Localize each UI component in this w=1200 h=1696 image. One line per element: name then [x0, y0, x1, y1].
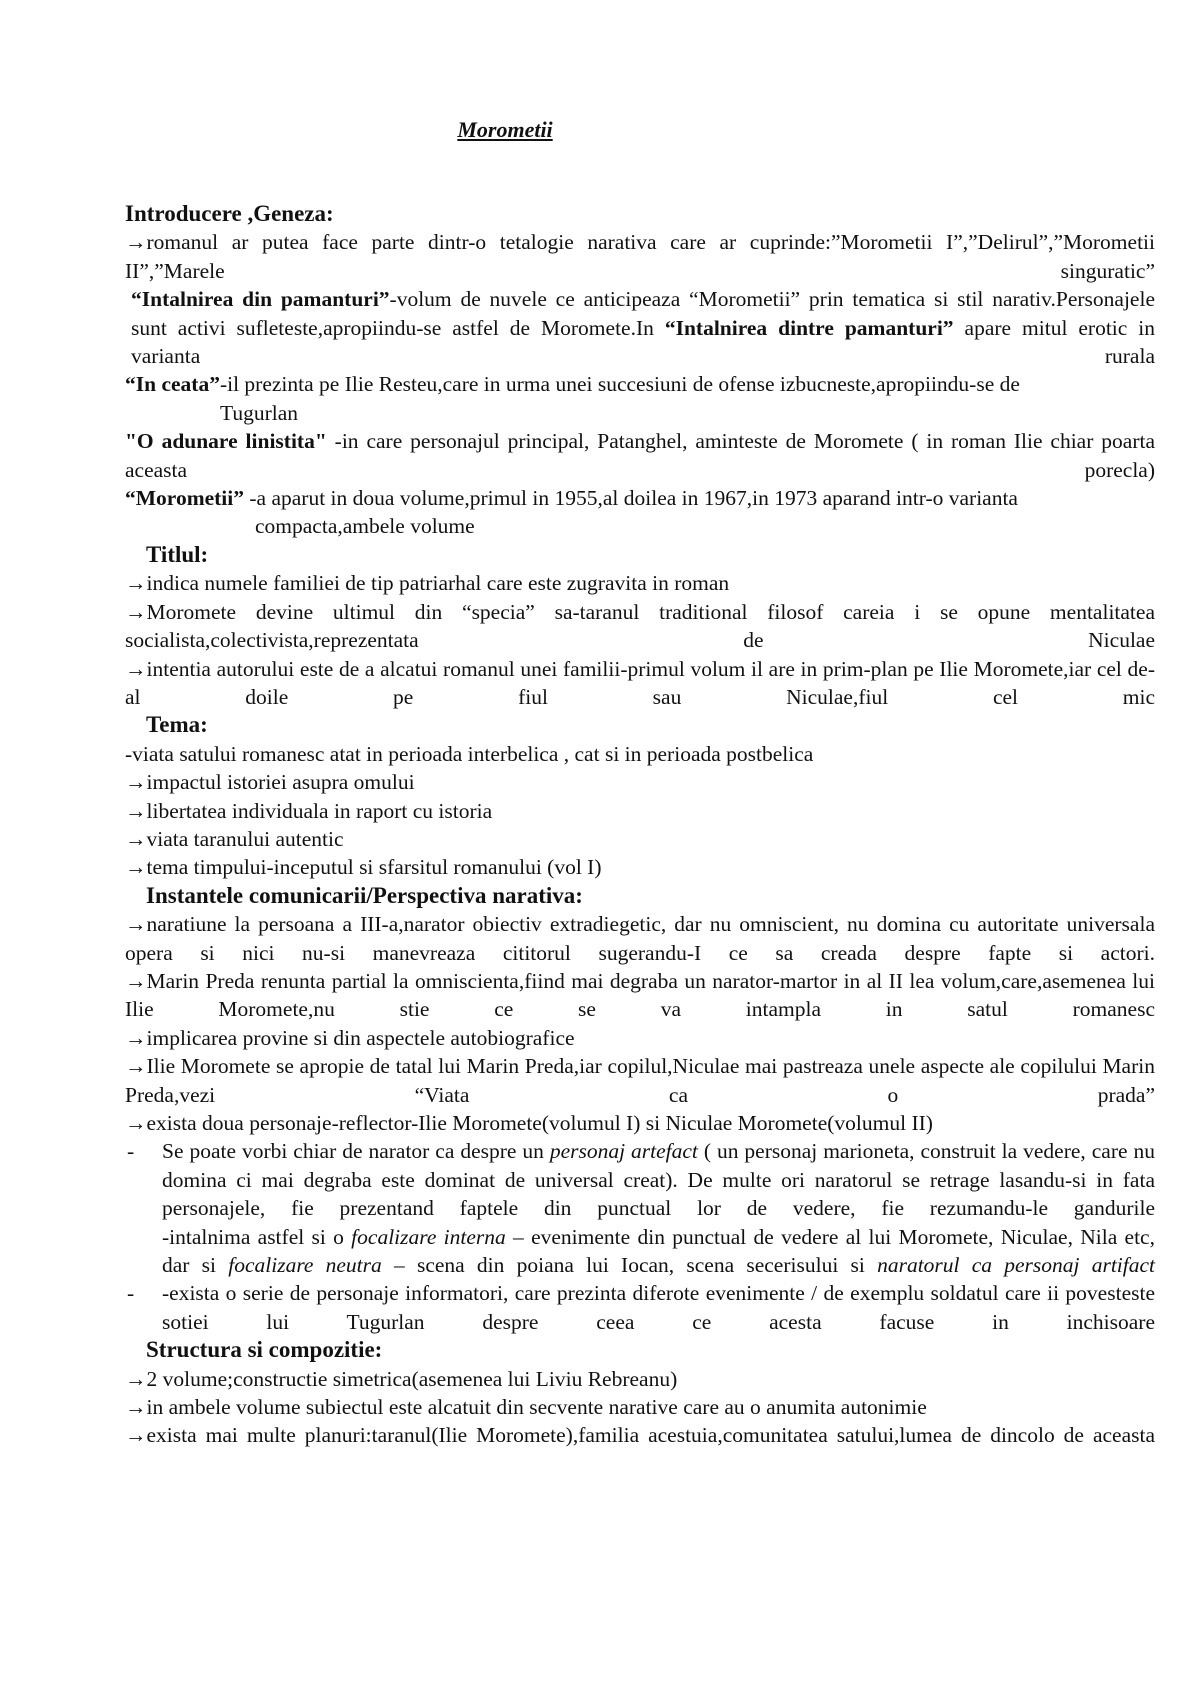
intro-paragraph-5	[125, 484, 1155, 512]
instantele-bullet-1	[125, 1137, 1155, 1222]
structura-line-2: →in ambele volume subiectul este alcatuit din secvente narative care au o anumita autonimie	[125, 1395, 927, 1420]
intro-p5-text: -a aparut in doua volume,primul in 1955,al doilea in 1967,in 1973 aparand intr-o varianta	[244, 486, 1018, 511]
bullet-1b-italic-3: naratorul ca personaj artifact	[877, 1253, 1156, 1278]
tema-item: -viata satului romanesc atat in perioada interbelica , cat si in perioada postbelica	[125, 741, 814, 766]
titlul-line-1: →indica numele familiei de tip patriarhal care este zugravita in roman	[125, 571, 730, 596]
section-heading-tema: Tema:	[146, 712, 208, 738]
instantele-line-4: →Ilie Moromete se apropie de tatal lui Marin Preda,iar copilul,Niculae mai pastreaza unele aspecte ale copilului Marin Preda,vezi “Viata ca o prada”	[125, 1054, 1155, 1107]
intro-paragraph-4	[125, 427, 1155, 484]
instantele-line-1: →naratiune la persoana a III-a,narator obiectiv extradiegetic, dar nu omniscient, nu domina cu autoritate universala opera si nici nu-si manevreaza cititorul sugerandu-I ce sa creada despre fapte si actori.	[125, 912, 1155, 965]
intro-p3-text: -il prezinta pe Ilie Resteu,care in urma unei succesiuni de ofense izbucneste,apropiindu-se de	[219, 372, 1020, 397]
bullet-1b-text-1: -intalnima astfel si o	[162, 1224, 352, 1249]
instantele-line-2: →Marin Preda renunta partial la omniscienta,fiind mai degraba un narator-martor in al II lea volum,care,asemenea lui Ilie Moromete,nu stie ce se va intampla in satul romanesc	[125, 968, 1155, 1022]
intro-paragraph-5-continuation: compacta,ambele volume	[255, 514, 475, 539]
tema-item: →libertatea individuala in raport cu istoria	[125, 798, 493, 823]
bullet-1-text-1: Se poate vorbi chiar de narator ca despre un	[162, 1139, 550, 1164]
intro-p4-text: -in care personajul principal, Patanghel, aminteste de Moromete ( in roman Ilie chiar poarta aceasta porecla)	[125, 429, 1156, 482]
intro-p5-bold: “Morometii”	[125, 486, 245, 511]
intro-p4-bold: "O adunare linistita"	[125, 429, 327, 454]
titlul-line-3: →intentia autorului este de a alcatui romanul unei familii-primul volum il are in prim-plan pe Ilie Moromete,iar cel de-al doile pe fiul sau Niculae,fiul cel mic	[125, 656, 1155, 709]
instantele-bullet-2	[125, 1279, 1155, 1336]
bullet-1-italic-1: personaj artefact	[549, 1139, 698, 1164]
section-heading-instantele: Instantele comunicarii/Perspectiva narativa:	[146, 882, 583, 908]
intro-p2-text-1: -volum de nuvele ce anticipeaza “Morometii” prin tematica si stil narativ.Personajele sunt activi sufleteste,apropiindu-se astfel de Moromete.In	[131, 287, 1155, 340]
section-heading-intro: Introducere ,Geneza:	[125, 201, 334, 226]
intro-paragraph-3	[125, 370, 1155, 398]
instantele-line-3: →implicarea provine si din aspectele autobiografice	[125, 1025, 575, 1050]
section-heading-titlul: Titlul:	[146, 541, 209, 567]
structura-line-3: →exista mai multe planuri:taranul(Ilie Moromete),familia acestuia,comunitatea satului,lumea de dincolo de aceasta	[125, 1423, 1155, 1448]
tema-item: →tema timpului-inceputul si sfarsitul romanului (vol I)	[125, 855, 602, 880]
intro-p3-bold: “In ceata”	[125, 372, 220, 397]
intro-p2-bold-2: “Intalnirea dintre pamanturi”	[664, 315, 954, 340]
intro-paragraph-2	[125, 285, 1155, 370]
bullet-1-text-2: ( un personaj marioneta, construit la vedere, care nu domina ci mai degraba este dominat de universal creat). De multe ori naratorul se retrage lasandu-si in fata personajele, fie prezentand faptele din punctual lor de vedere, fie rezumandu-le gandurile	[162, 1139, 1155, 1221]
instantele-line-5: →exista doua personaje-reflector-Ilie Moromete(volumul I) si Niculae Moromete(volumul II)	[125, 1111, 933, 1135]
document-body	[125, 200, 1155, 1450]
bullet-dash: -	[127, 1139, 135, 1164]
tema-item: →impactul istoriei asupra omului	[125, 770, 415, 795]
bullet-1b-text-3: – scena din poiana lui Iocan, scena secerisului si	[381, 1253, 878, 1278]
document-title: Morometii	[457, 117, 553, 142]
tema-item: →viata taranului autentic	[125, 826, 344, 851]
instantele-bullet-1-continuation	[125, 1223, 1155, 1280]
titlul-line-2: →Moromete devine ultimul din “specia” sa-taranul traditional filosof careia i se opune mentalitatea socialista,colectivista,reprezentata de Niculae	[125, 599, 1155, 653]
bullet-1b-italic-2: focalizare neutra	[228, 1253, 382, 1278]
bullet-2-text: -exista o serie de personaje informatori, care prezinta diferote evenimente / de exemplu soldatul care ii povesteste sotiei lui Tugurlan despre ceea ce acesta facuse in inchisoare	[162, 1281, 1155, 1334]
intro-paragraph-1: →romanul ar putea face parte dintr-o tetalogie narativa care ar cuprinde:”Morometii I”,”Delirul”,”Morometii II”,”Marele singuratic”	[125, 230, 1155, 283]
intro-p2-text-2: apare mitul erotic in varianta rurala	[131, 315, 1155, 369]
bullet-1b-text-2: – evenimente din punctual de vedere al lui Moromete, Niculae, Nila etc, dar si	[162, 1224, 1155, 1278]
intro-p2-bold-1: “Intalnirea din pamanturi”	[131, 287, 390, 312]
intro-paragraph-3-continuation: Tugurlan	[220, 400, 299, 425]
structura-line-1: →2 volume;constructie simetrica(asemenea lui Liviu Rebreanu)	[125, 1366, 678, 1391]
section-heading-structura: Structura si compozitie:	[146, 1337, 383, 1363]
bullet-1b-italic-1: focalizare interna	[351, 1224, 506, 1249]
bullet-dash: -	[127, 1281, 135, 1306]
